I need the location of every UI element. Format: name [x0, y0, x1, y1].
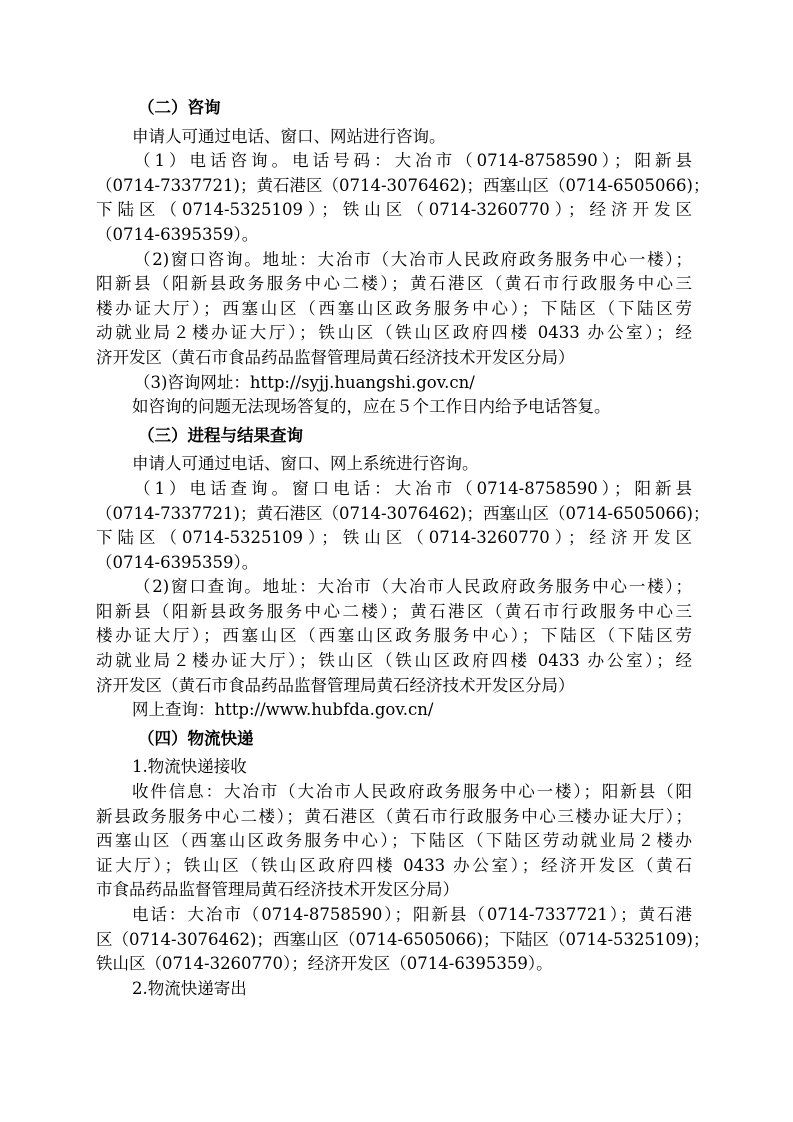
paragraph-logistics-phone-line-2: 区（0714-3076462)；西塞山区（0714-6505066)；下陆区（0714-5325109)； [96, 929, 710, 949]
paragraph-consult-window-line-2: 阳新县（阳新县政务服务中心二楼）；黄石港区（黄石市行政服务中心三 [96, 274, 692, 294]
paragraph-logistics-receive-line-2: 新县政务服务中心二楼）；黄石港区（黄石市行政服务中心三楼办证大厅）； [96, 806, 692, 826]
section-heading-consult: （二）咨询 [138, 98, 221, 117]
paragraph-progress-window-line-3: 楼办证大厅）；西塞山区（西塞山区政务服务中心）；下陆区（下陆区劳 [96, 626, 692, 646]
paragraph-progress-window-line-2: 阳新县（阳新县政务服务中心二楼）；黄石港区（黄石市行政服务中心三 [96, 601, 692, 621]
paragraph-consult-phone-line-3: 下陆区（0714-5325109）；铁山区（0714-3260770）；经济开发区 [96, 200, 692, 220]
section-heading-logistics: （四）物流快递 [138, 728, 254, 748]
subheading-logistics-send: 2.物流快递寄出 [132, 978, 247, 998]
document-body [96, 92, 710, 1001]
paragraph-progress-phone-line-2: （0714-7337721)；黄石港区（0714-3076462)；西塞山区（0714-6505066)； [96, 503, 710, 523]
section-heading-progress: （三）进程与结果查询 [138, 425, 303, 445]
paragraph-consult-window-line-3: 楼办证大厅）；西塞山区（西塞山区政务服务中心）；下陆区（下陆区劳 [96, 298, 692, 318]
subheading-logistics-receive: 1.物流快递接收 [132, 757, 247, 777]
paragraph-progress-online: 网上查询：http://www.hubfda.gov.cn/ [132, 700, 434, 720]
paragraph-progress-window-line-5: 济开发区（黄石市食品药品监督管理局黄石经济技术开发区分局） [96, 675, 575, 695]
paragraph-consult-phone-line-2: （0714-7337721)；黄石港区（0714-3076462)；西塞山区（0714-6505066)； [96, 175, 710, 195]
paragraph-consult-intro: 申请人可通过电话、窗口、网站进行咨询。 [132, 126, 446, 146]
paragraph-logistics-receive-line-1: 收件信息：大冶市（大冶市人民政府政务服务中心一楼）；阳新县（阳 [132, 782, 692, 802]
paragraph-progress-intro: 申请人可通过电话、窗口、网上系统进行咨询。 [132, 454, 479, 474]
paragraph-consult-window-line-5: 济开发区（黄石市食品药品监督管理局黄石经济技术开发区分局） [96, 347, 575, 367]
paragraph-logistics-phone-line-3: 铁山区（0714-3260770）；经济开发区（0714-6395359）。 [96, 954, 553, 974]
paragraph-progress-phone-line-1: （1）电话查询。窗口电话：大冶市（0714-8758590）；阳新县 [134, 478, 692, 498]
paragraph-progress-window-line-1: （2)窗口查询。地址：大冶市（大冶市人民政府政务服务中心一楼）； [134, 577, 692, 597]
paragraph-consult-phone-line-4: （0714-6395359）。 [96, 224, 259, 244]
paragraph-progress-window-line-4: 动就业局２楼办证大厅）；铁山区（铁山区政府四楼 0433 办公室）；经 [96, 651, 692, 671]
paragraph-consult-note: 如咨询的问题无法现场答复的，应在５个工作日内给予电话答复。 [132, 397, 611, 417]
paragraph-consult-window-line-4: 动就业局２楼办证大厅）；铁山区（铁山区政府四楼 0433 办公室）；经 [96, 323, 692, 343]
paragraph-logistics-receive-line-3: 西塞山区（西塞山区政务服务中心）；下陆区（下陆区劳动就业局２楼办 [96, 831, 692, 851]
paragraph-consult-website: （3)咨询网址：http://syjj.huangshi.gov.cn/ [134, 372, 475, 392]
paragraph-consult-phone-line-1: （1）电话咨询。电话号码：大冶市（0714-8758590）；阳新县 [134, 151, 692, 171]
paragraph-consult-window-line-1: （2)窗口咨询。地址：大冶市（大冶市人民政府政务服务中心一楼）； [134, 249, 692, 269]
paragraph-progress-phone-line-3: 下陆区（0714-5325109）；铁山区（0714-3260770）；经济开发区 [96, 528, 692, 548]
paragraph-logistics-phone-line-1: 电话：大冶市（0714-8758590）；阳新县（0714-7337721）；黄石港 [132, 905, 692, 924]
paragraph-progress-phone-line-4: （0714-6395359）。 [96, 552, 259, 572]
paragraph-logistics-receive-line-5: 市食品药品监督管理局黄石经济技术开发区分局） [96, 880, 459, 900]
paragraph-logistics-receive-line-4: 证大厅）；铁山区（铁山区政府四楼 0433 办公室）；经济开发区（黄石 [96, 855, 692, 875]
